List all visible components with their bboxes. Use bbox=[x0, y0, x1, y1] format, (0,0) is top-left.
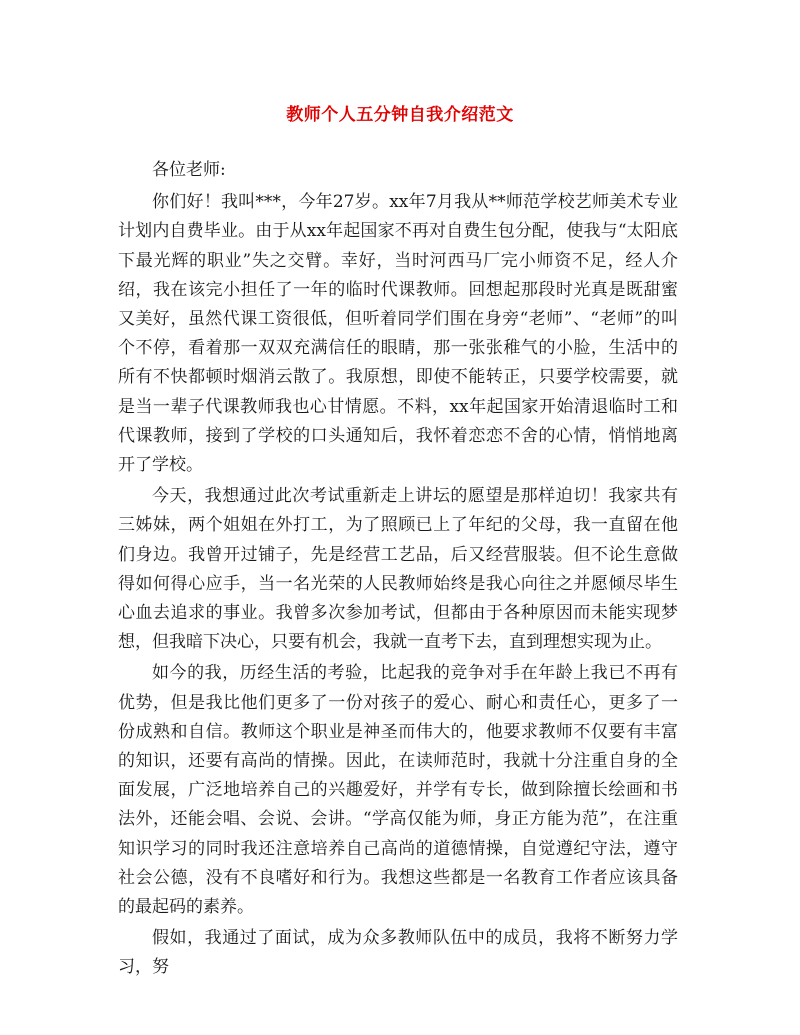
paragraph-3: 如今的我，历经生活的考验，比起我的竞争对手在年龄上我已不再有优势，但是我比他们更多了一份对孩子的爱心、耐心和责任心，更多了一份成熟和自信。教师这个职业是神圣而伟大的，他要求教师不仅要有丰富的知识，还要有高尚的情操。因此，在读师范时，我就十分注重自身的全面发展，广泛地培养自己的兴趣爱好，并学有专长，做到除擅长绘画和书法外，还能会唱、会说、会讲。“学高仅能为师，身正方能为范”，在注重知识学习的同时我还注意培养自己高尚的道德情操，自觉遵纪守法，遵守社会公德，没有不良嗜好和行为。我想这些都是一名教育工作者应该具备的最起码的素养。 bbox=[118, 663, 678, 918]
salutation: 各位老师: bbox=[152, 160, 226, 180]
paragraph-2: 今天，我想通过此次考试重新走上讲坛的愿望是那样迫切！我家共有三姊妹，两个姐姐在外打工，为了照顾已上了年纪的父母，我一直留在他们身边。我曾开过铺子，先是经营工艺品，后又经营服装。但不论生意做得如何得心应手，当一名光荣的人民教师始终是我心向往之并愿倾尽毕生心血去追求的事业。我曾多次参加考试，但都由于各种原因而未能实现梦想，但我暗下决心，只要有机会，我就一直考下去，直到理想实现为止。 bbox=[118, 486, 678, 653]
paragraph-4: 假如，我通过了面试，成为众多教师队伍中的成员，我将不断努力学习，努 bbox=[118, 928, 678, 978]
document-title: 教师个人五分钟自我介绍范文 bbox=[286, 105, 514, 125]
document-body bbox=[118, 156, 678, 985]
paragraph-1: 你们好！我叫***，今年27岁。xx年7月我从**师范学校艺师美术专业计划内自费毕业。由于从xx年起国家不再对自费生包分配，使我与“太阳底下最光辉的职业”失之交臂。幸好，当时河西马厂完小师资不足，经人介绍，我在该完小担任了一年的临时代课教师。回想起那段时光真是既甜蜜又美好，虽然代课工资很低，但听着同学们围在身旁“老师”、“老师”的叫个不停，看着那一双双充满信任的眼睛，那一张张稚气的小脸，生活中的所有不快都顿时烟消云散了。我原想，即使不能转正，只要学校需要，就是当一辈子代课教师我也心甘情愿。不料，xx年起国家开始清退临时工和代课教师，接到了学校的口头通知后，我怀着恋恋不舍的心情，悄悄地离开了学校。 bbox=[118, 192, 678, 476]
